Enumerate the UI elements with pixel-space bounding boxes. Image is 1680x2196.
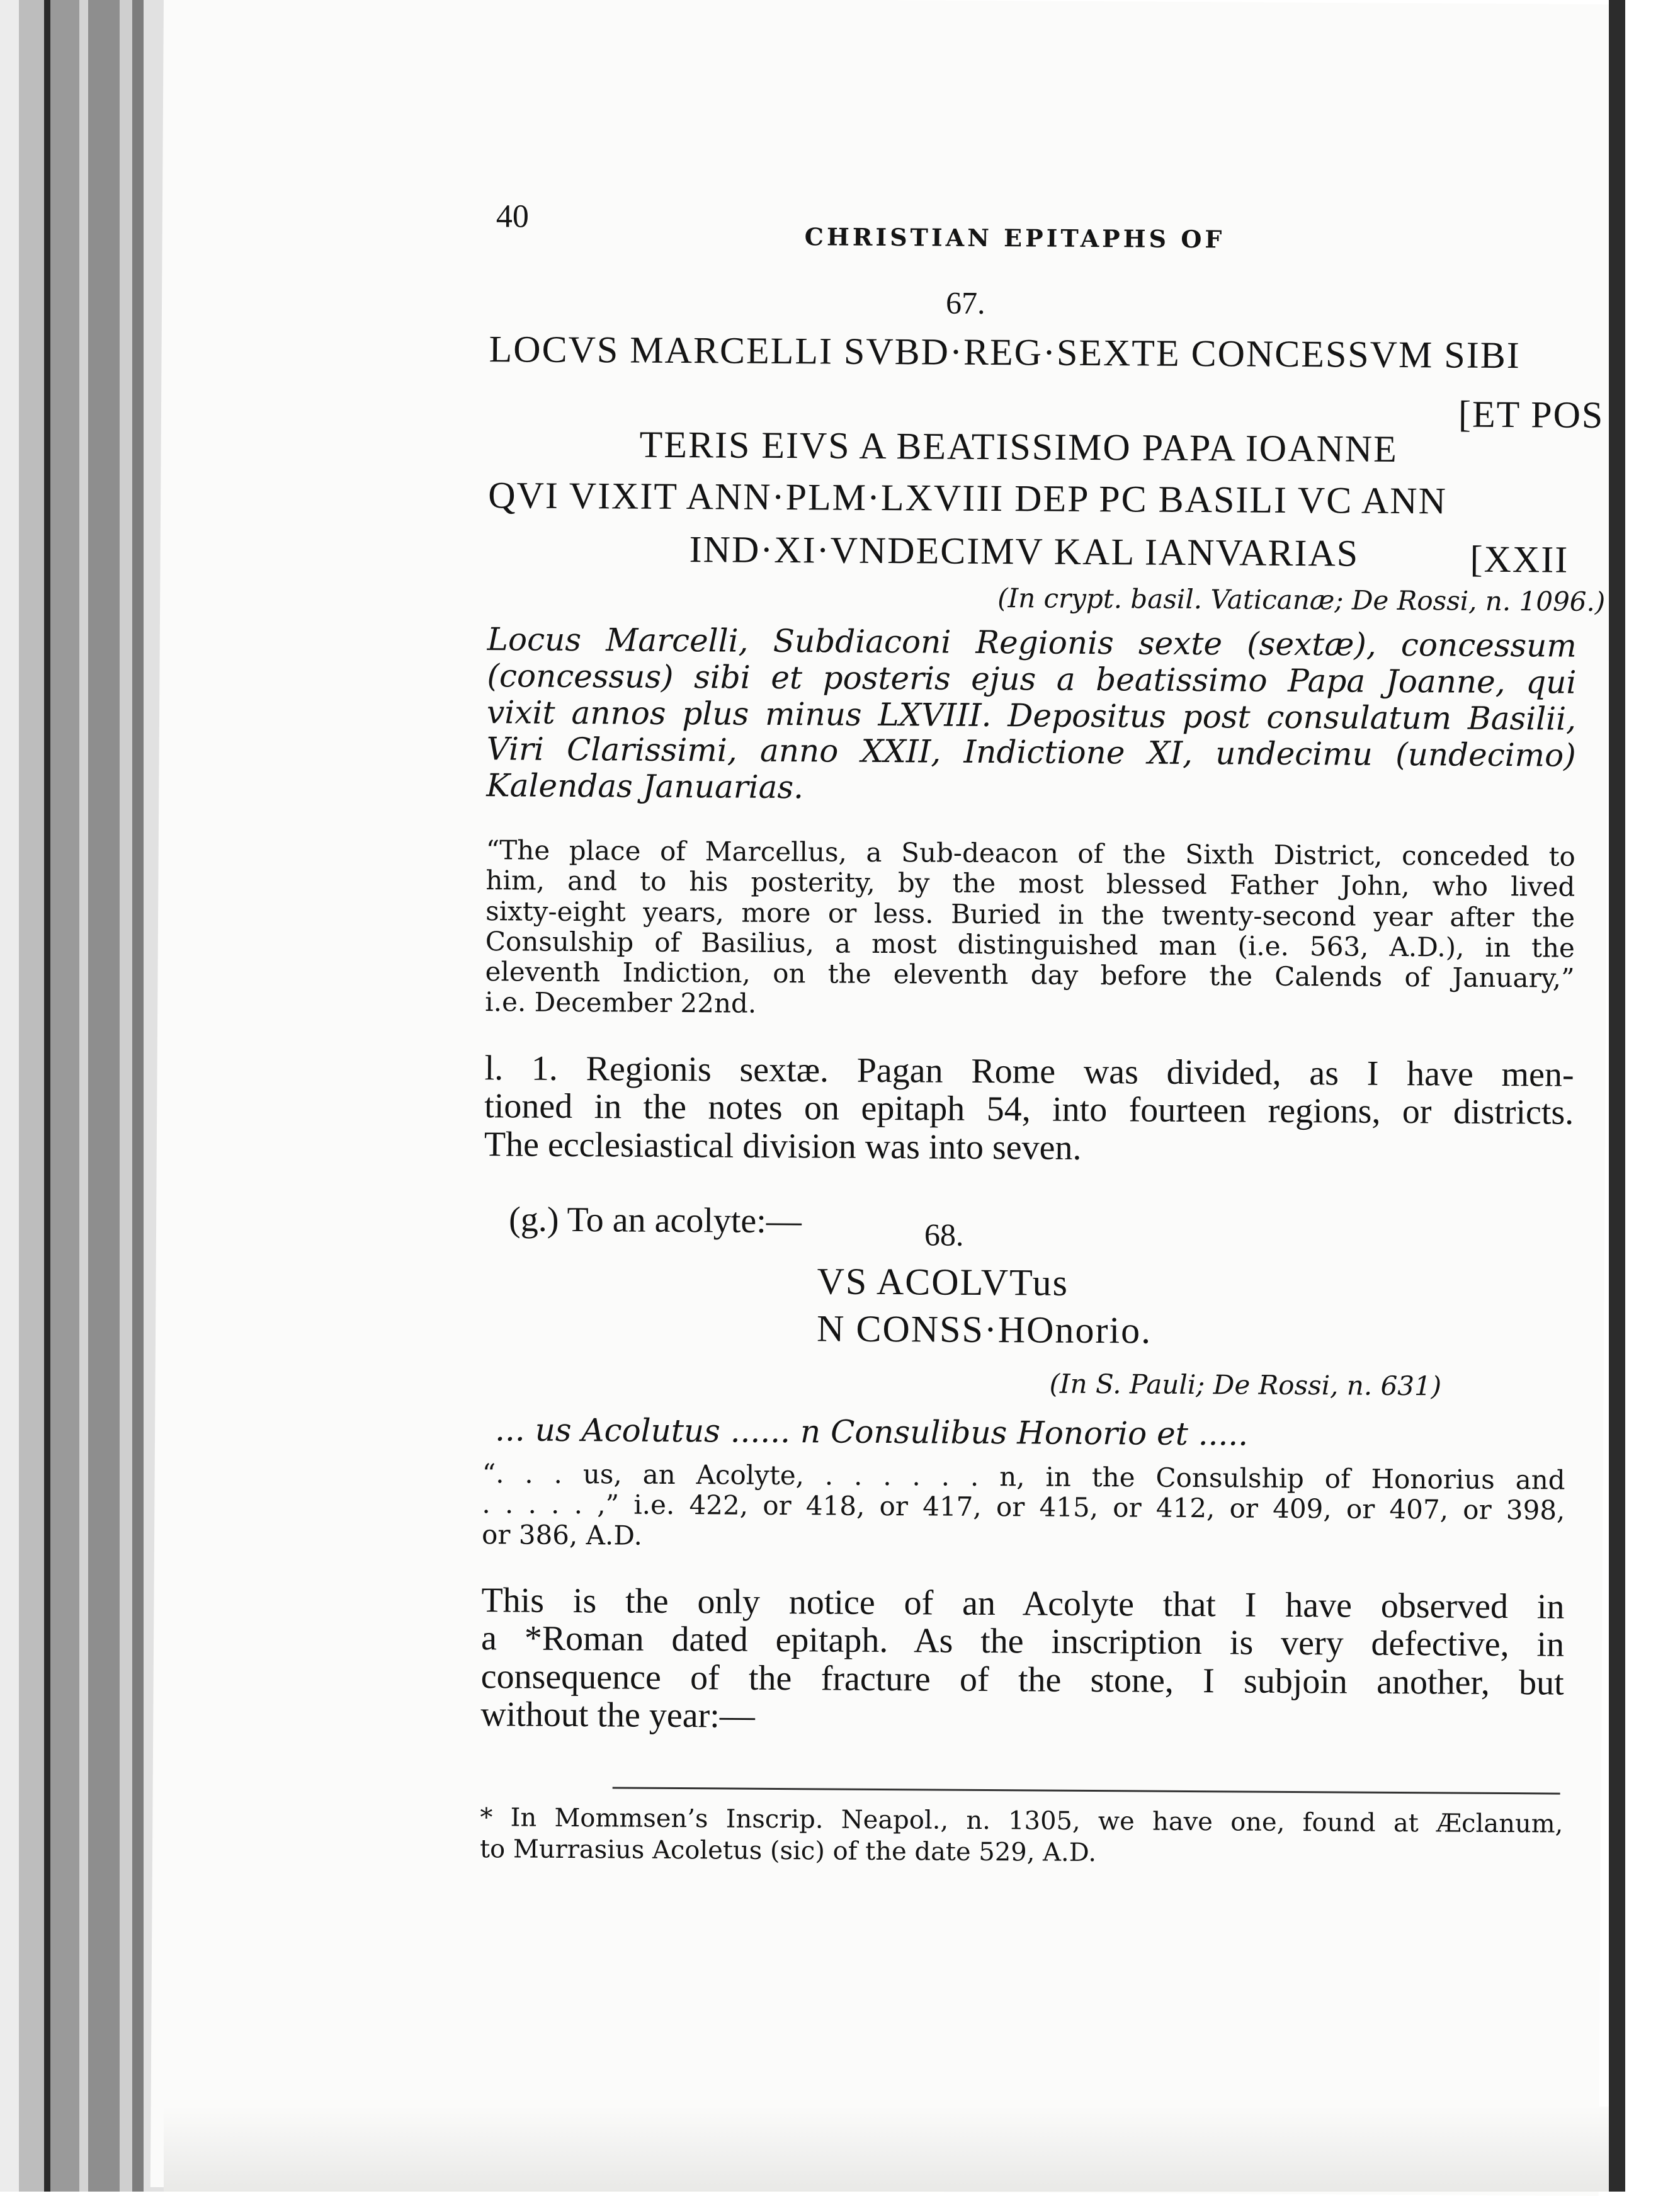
note-line: tioned in the notes on epitaph 54, into fourteen regions, or districts. xyxy=(484,1086,1574,1133)
english-translation xyxy=(482,1459,1565,1556)
commentary-note xyxy=(484,1049,1574,1170)
translation-line: “The place of Marcellus, a Sub-deacon of the Sixth District, conceded to xyxy=(485,834,1575,872)
translation-line: him, and to his posterity, by the most blessed Father John, who lived xyxy=(485,865,1575,902)
footnote-line: to Murrasius Acoletus (sic) of the date 529, A.D. xyxy=(479,1835,1097,1868)
footnote xyxy=(480,1802,1564,1872)
book-page xyxy=(150,0,1612,2196)
body-line: without the year:— xyxy=(480,1695,755,1736)
translation-line: eleventh Indiction, on the eleventh day before the Calends of January,” xyxy=(485,956,1575,994)
translation-line: “. . . us, an Acolyte, . . . . . . n, in the Consulship of Honorius and xyxy=(482,1458,1565,1496)
latin-line: (concessus) sibi et posteris ejus a beatissimo Papa Joanne, qui xyxy=(487,657,1577,701)
note-line: The ecclesiastical division was into seven. xyxy=(484,1125,1082,1168)
source-citation: (In S. Pauli; De Rossi, n. 631) xyxy=(1049,1368,1442,1402)
inscription-line: QVI VIXIT ANN·PLM·LXVIII DEP PC BASILI VC ANN xyxy=(487,474,1448,522)
page-number: 40 xyxy=(496,198,530,235)
latin-line: vixit annos plus minus LXVIII. Depositus post consulatum Basilii, xyxy=(486,694,1577,737)
background-margin xyxy=(1625,0,1680,2192)
translation-line: or 386, A.D. xyxy=(481,1518,643,1551)
inscription-line: [XXII xyxy=(1470,538,1569,581)
latin-line: Kalendas Januarias. xyxy=(486,767,804,806)
latin-line: Viri Clarissimi, anno XXII, Indictione XI, undecimu (undecimo) xyxy=(486,731,1576,774)
inscription-line: LOCVS MARCELLI SVBD·REG·SEXTE CONCESSVM SIBI xyxy=(489,328,1521,377)
translation-line: Consulship of Basilius, a most distinguished man (i.e. 563, A.D.), in the xyxy=(485,926,1575,964)
body-line: consequence of the fracture of the stone, I subjoin another, but xyxy=(480,1657,1564,1703)
body-paragraph xyxy=(480,1581,1564,1740)
inscription-line: VS ACOLVTus xyxy=(817,1260,1069,1304)
inscription-line: IND·XI·VNDECIMV KAL IANVARIAS xyxy=(689,528,1359,574)
page-edge xyxy=(1609,0,1625,2192)
body-line: This is the only notice of an Acolyte that I have observed in xyxy=(481,1581,1565,1627)
section-heading: (g.) To an acolyte:— xyxy=(508,1200,802,1241)
inscription-line: TERIS EIVS A BEATISSIMO PAPA IOANNE xyxy=(639,423,1398,470)
translation-line: sixty-eight years, more or less. Buried in the twenty-second year after the xyxy=(485,895,1575,933)
latin-line: Locus Marcelli, Subdiaconi Regionis sexte (sextæ), concessum xyxy=(487,621,1577,664)
inscription-line: N CONSS·HOnorio. xyxy=(816,1307,1152,1351)
footnote-rule xyxy=(613,1787,1560,1794)
note-line: l. 1. Regionis sextæ. Pagan Rome was divided, as I have men- xyxy=(484,1049,1574,1095)
inscription-line: [ET POS xyxy=(1458,393,1604,436)
running-head: CHRISTIAN EPITAPHS OF xyxy=(804,222,1225,254)
latin-expansion xyxy=(486,621,1577,811)
english-translation xyxy=(485,835,1575,1024)
translation-line: . . . . . ,” i.e. 422, or 418, or 417, or 415, or 412, or 409, or 407, or 398, xyxy=(482,1488,1565,1526)
body-line: a *Roman dated epitaph. As the inscription is very defective, in xyxy=(480,1619,1565,1665)
epitaph-number: 68. xyxy=(924,1217,964,1253)
page-shadow xyxy=(164,2107,1612,2192)
latin-expansion: ... us Acolutus ...... n Consulibus Honorio et ..... xyxy=(494,1411,1249,1453)
source-citation: (In crypt. basil. Vaticanæ; De Rossi, n. 1096.) xyxy=(997,583,1606,617)
footnote-line: * In Mommsen’s Inscrip. Neapol., n. 1305, we have one, found at Æclanum, xyxy=(480,1803,1564,1839)
translation-line: i.e. December 22nd. xyxy=(485,986,757,1020)
epitaph-number: 67. xyxy=(945,285,985,321)
